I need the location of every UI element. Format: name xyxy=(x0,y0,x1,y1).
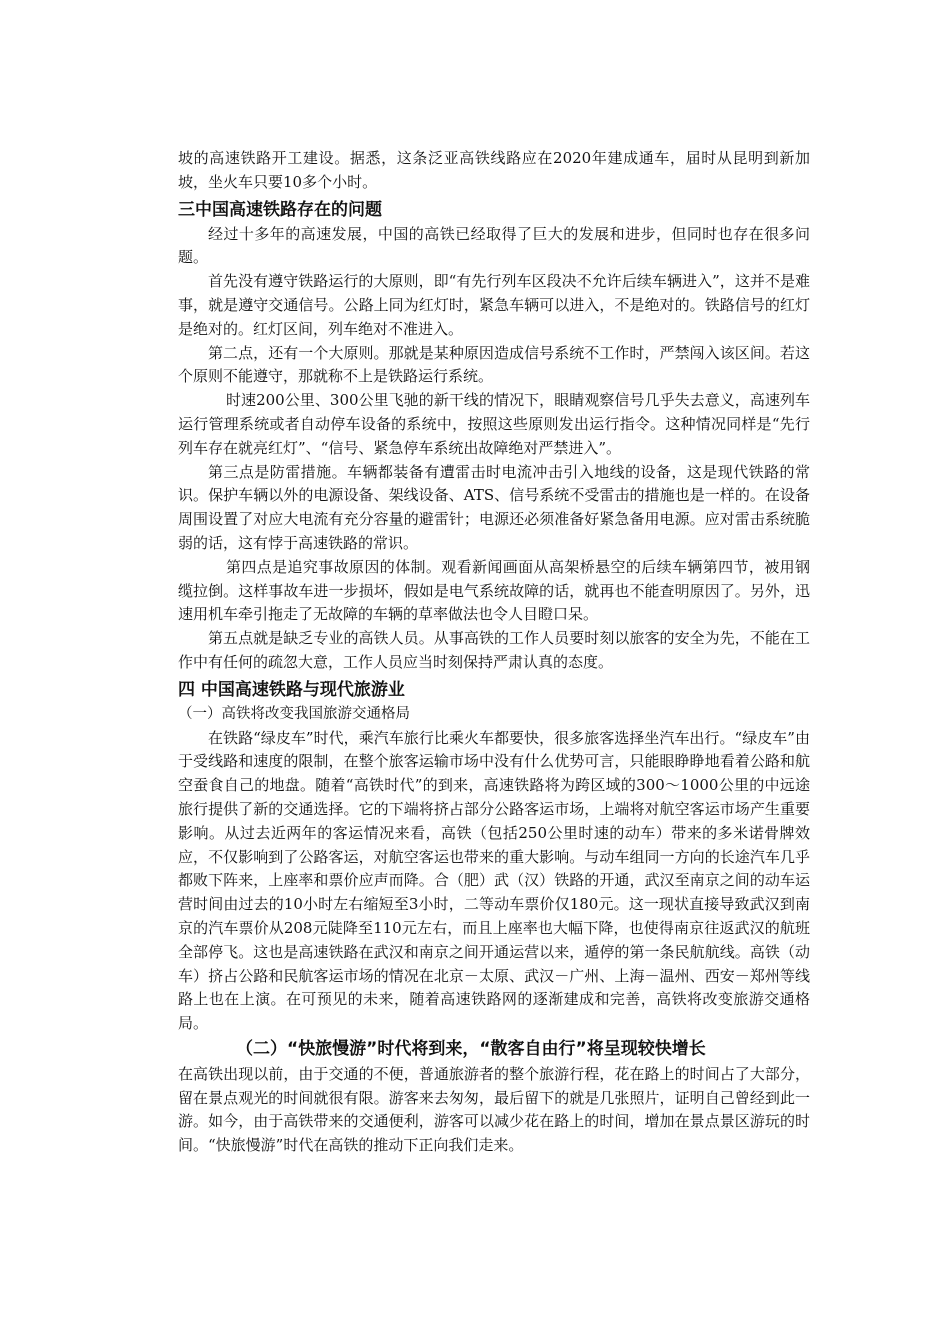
paragraph-point-5: 第五点就是缺乏专业的高铁人员。从事高铁的工作人员要时刻以旅客的安全为先，不能在工作中有任何的疏忽大意，工作人员应当时刻保持严肃认真的态度。 xyxy=(178,629,810,671)
section-heading-3: 三中国高速铁路存在的问题 xyxy=(178,199,382,220)
subheading-1: （一）高铁将改变我国旅游交通格局 xyxy=(178,705,410,722)
section-heading-4: 四 中国高速铁路与现代旅游业 xyxy=(178,679,405,700)
paragraph-point-4: 第四点是追究事故原因的体制。观看新闻画面从高架桥悬空的后续车辆第四节，被用钢缆拉倒。这样事故车进一步损坏，假如是电气系统故障的话，就再也不能查明原因了。另外，迅速用机车牵引拖走了无故障的车辆的草率做法也令人目瞪口呆。 xyxy=(178,557,810,624)
paragraph-slow-travel: 在高铁出现以前，由于交通的不便，普通旅游者的整个旅游行程，花在路上的时间占了大部分，留在景点观光的时间就很有限。游客来去匆匆，最后留下的就是几张照片，证明自己曾经到此一游。如今，由于高铁带来的交通便利，游客可以减少花在路上的时间，增加在景点景区游玩的时间。“快旅慢游”时代在高铁的推动下正向我们走来。 xyxy=(178,1064,810,1155)
paragraph-point-1: 首先没有遵守铁路运行的大原则，即“有先行列车区段决不允许后续车辆进入”，这并不是难事，就是遵守交通信号。公路上同为红灯时，紧急车辆可以进入，不是绝对的。铁路信号的红灯是绝对的。红灯区间，列车绝对不准进入。 xyxy=(178,272,810,338)
paragraph-point-3: 第三点是防雷措施。车辆都装备有遭雷击时电流冲击引入地线的设备，这是现代铁路的常识。保护车辆以外的电源设备、架线设备、ATS、信号系统不受雷击的措施也是一样的。在设备周围设置了对应大电流有充分容量的避雷针；电源还必须准备好紧急备用电源。应对雷击系统脆弱的话，这有悖于高速铁路的常识。 xyxy=(178,462,810,552)
paragraph-transport: 在铁路“绿皮车”时代，乘汽车旅行比乘火车都要快，很多旅客选择坐汽车出行。“绿皮车”由于受线路和速度的限制，在整个旅客运输市场中没有什么优势可言，只能眼睁睁地看着公路和航空蚕食自己的地盘。随着“高铁时代”的到来，高速铁路将为跨区域的300～1000公里的中远途旅行提供了新的交通选择。它的下端将挤占部分公路客运市场，上端将对航空客运市场产生重要影响。从过去近两年的客运情况来看，高铁（包括250公里时速的动车）带来的多米诺骨牌效应，不仅影响到了公路客运，对航空客运也带来的重大影响。与动车组同一方向的长途汽车几乎都败下阵来，上座率和票价应声而降。合（肥）武（汉）铁路的开通，武汉至南京之间的动车运营时间由过去的10小时左右缩短至3小时，二等动车票价仅180元。这一现状直接导致武汉到南京的汽车票价从208元陡降至110元左右，而且上座率也大幅下降，也使得南京往返武汉的航班全部停飞。这也是高速铁路在武汉和南京之间开通运营以来，遁停的第一条民航航线。高铁（动车）挤占公路和民航客运市场的情况在北京－太原、武汉－广州、上海－温州、西安－郑州等线路上也在上演。在可预见的未来，随着高速铁路网的逐渐建成和完善，高铁将改变旅游交通格局。 xyxy=(178,728,810,1033)
subheading-2: （二）“快旅慢游”时代将到来，“散客自由行”将呈现较快增长 xyxy=(236,1038,706,1059)
paragraph-point-2: 第二点，还有一个大原则。那就是某种原因造成信号系统不工作时，严禁闯入该区间。若这个原则不能遵守，那就称不上是铁路运行系统。 xyxy=(178,343,810,386)
paragraph-intro: 经过十多年的高速发展，中国的高铁已经取得了巨大的发展和进步，但同时也存在很多问题。 xyxy=(178,224,810,267)
paragraph-speed: 时速200公里、300公里飞驰的新干线的情况下，眼睛观察信号几乎失去意义，高速列车运行管理系统或者自动停车设备的系统中，按照这些原则发出运行指令。这种情况同样是“先行列车存在就亮红灯”、“信号、紧急停车系统出故障绝对严禁进入”。 xyxy=(178,391,810,457)
document-body xyxy=(178,147,810,1158)
paragraph-continued: 坡的高速铁路开工建设。据悉，这条泛亚高铁线路应在2020年建成通车，届时从昆明到新加坡，坐火车只要10多个小时。 xyxy=(178,149,810,191)
